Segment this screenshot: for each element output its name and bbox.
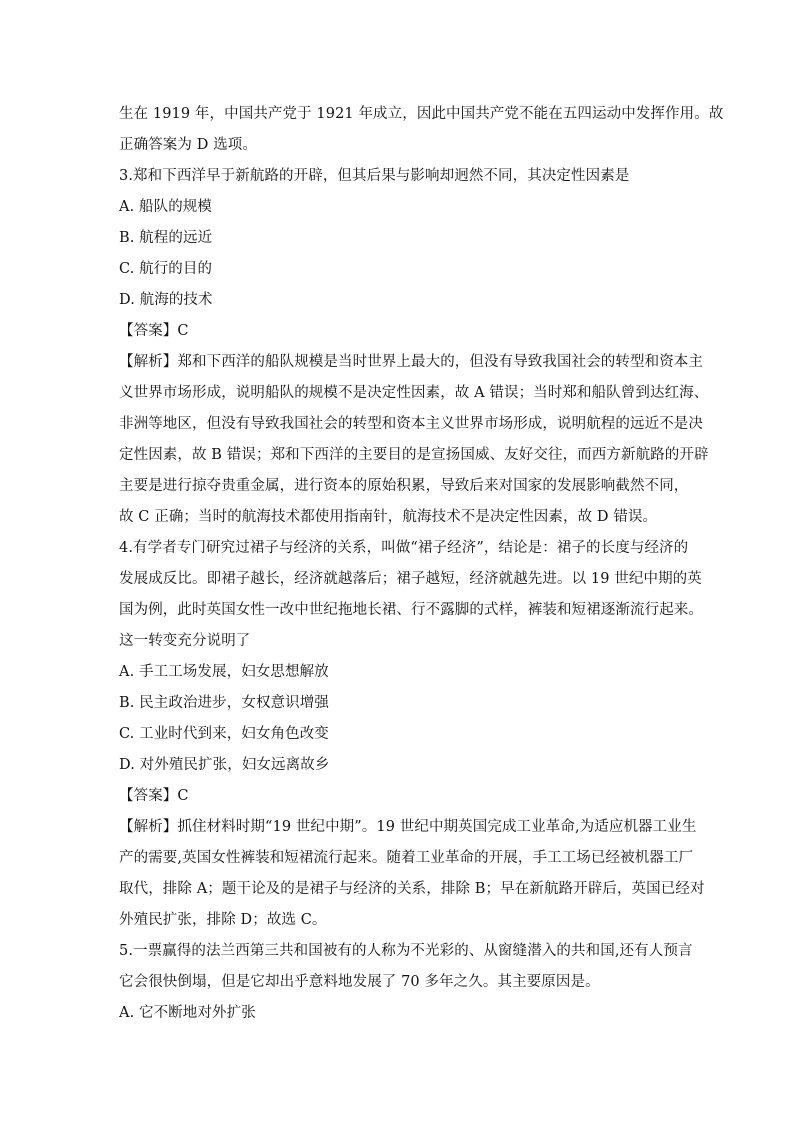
question-4-analysis-line-3: 取代，排除 A；题干论及的是裙子与经济的关系，排除 B；早在新航路开辟后，英国已经对	[119, 881, 705, 897]
question-3-option-c: C. 航行的目的	[119, 261, 213, 277]
question-4-analysis-line-1: 【解析】抓住材料时期“19 世纪中期”。19 世纪中期英国完成工业革命,为适应机器工业生	[119, 819, 697, 835]
question-5-option-a: A. 它不断地对外扩张	[119, 1005, 256, 1021]
question-3-option-d: D. 航海的技术	[119, 292, 213, 308]
question-5-stem-line-2: 它会很快倒塌，但是它却出乎意料地发展了 70 多年之久。其主要原因是。	[119, 974, 600, 990]
question-4-option-c: C. 工业时代到来，妇女角色改变	[119, 726, 329, 742]
question-5-stem-line-1: 5.一票赢得的法兰西第三共和国被有的人称为不光彩的、从窗缝潜入的共和国,还有人预言	[119, 943, 693, 959]
text-line-1: 生在 1919 年，中国共产党于 1921 年成立，因此中国共产党不能在五四运动中发挥作用。故	[119, 106, 724, 122]
question-4-option-b: B. 民主政治进步，女权意识增强	[119, 695, 329, 711]
question-3-analysis-line-5: 主要是进行掠夺贵重金属，进行资本的原始积累，导致后来对国家的发展影响截然不同，	[119, 478, 689, 494]
question-4-option-d: D. 对外殖民扩张，妇女远离故乡	[119, 757, 330, 773]
question-3-answer: 【答案】C	[119, 323, 189, 339]
question-4-stem-line-2: 发展成反比。即裙子越长，经济就越落后；裙子越短，经济就越先进。以 19 世纪中期的英	[119, 571, 702, 587]
question-4-analysis-line-4: 外殖民扩张，排除 D；故选 C。	[119, 912, 327, 928]
question-4-answer: 【答案】C	[119, 788, 189, 804]
question-4-stem-line-1: 4.有学者专门研究过裙子与经济的关系，叫做“裙子经济”，结论是：裙子的长度与经济的	[119, 540, 689, 556]
question-3-option-b: B. 航程的远近	[119, 230, 213, 246]
question-4-analysis-line-2: 产的需要,英国女性裤装和短裙流行起来。随着工业革命的开展，手工工场已经被机器工厂	[119, 850, 694, 866]
question-3-option-a: A. 船队的规模	[119, 199, 212, 215]
question-3-analysis-line-1: 【解析】郑和下西洋的船队规模是当时世界上最大的，但没有导致我国社会的转型和资本主	[119, 354, 703, 370]
text-line-2: 正确答案为 D 选项。	[119, 137, 257, 153]
question-4-stem-line-3: 国为例，此时英国女性一改中世纪拖地长裙、行不露脚的式样，裤装和短裙逐渐流行起来。	[119, 602, 703, 618]
question-4-option-a: A. 手工工场发展，妇女思想解放	[119, 664, 329, 680]
question-3-analysis-line-4: 定性因素，故 B 错误；郑和下西洋的主要目的是宣扬国威、友好交往，而西方新航路的开辟	[119, 447, 709, 463]
question-3-stem: 3.郑和下西洋早于新航路的开辟，但其后果与影响却迥然不同，其决定性因素是	[119, 168, 630, 184]
question-4-stem-line-4: 这一转变充分说明了	[119, 633, 251, 649]
question-3-analysis-line-2: 义世界市场形成，说明船队的规模不是决定性因素，故 A 错误；当时郑和船队曾到达红海、	[119, 385, 709, 401]
question-3-analysis-line-6: 故 C 正确；当时的航海技术都使用指南针，航海技术不是决定性因素，故 D 错误。	[119, 509, 658, 525]
question-3-analysis-line-3: 非洲等地区，但没有导致我国社会的转型和资本主义世界市场形成，说明航程的远近不是决	[119, 416, 703, 432]
